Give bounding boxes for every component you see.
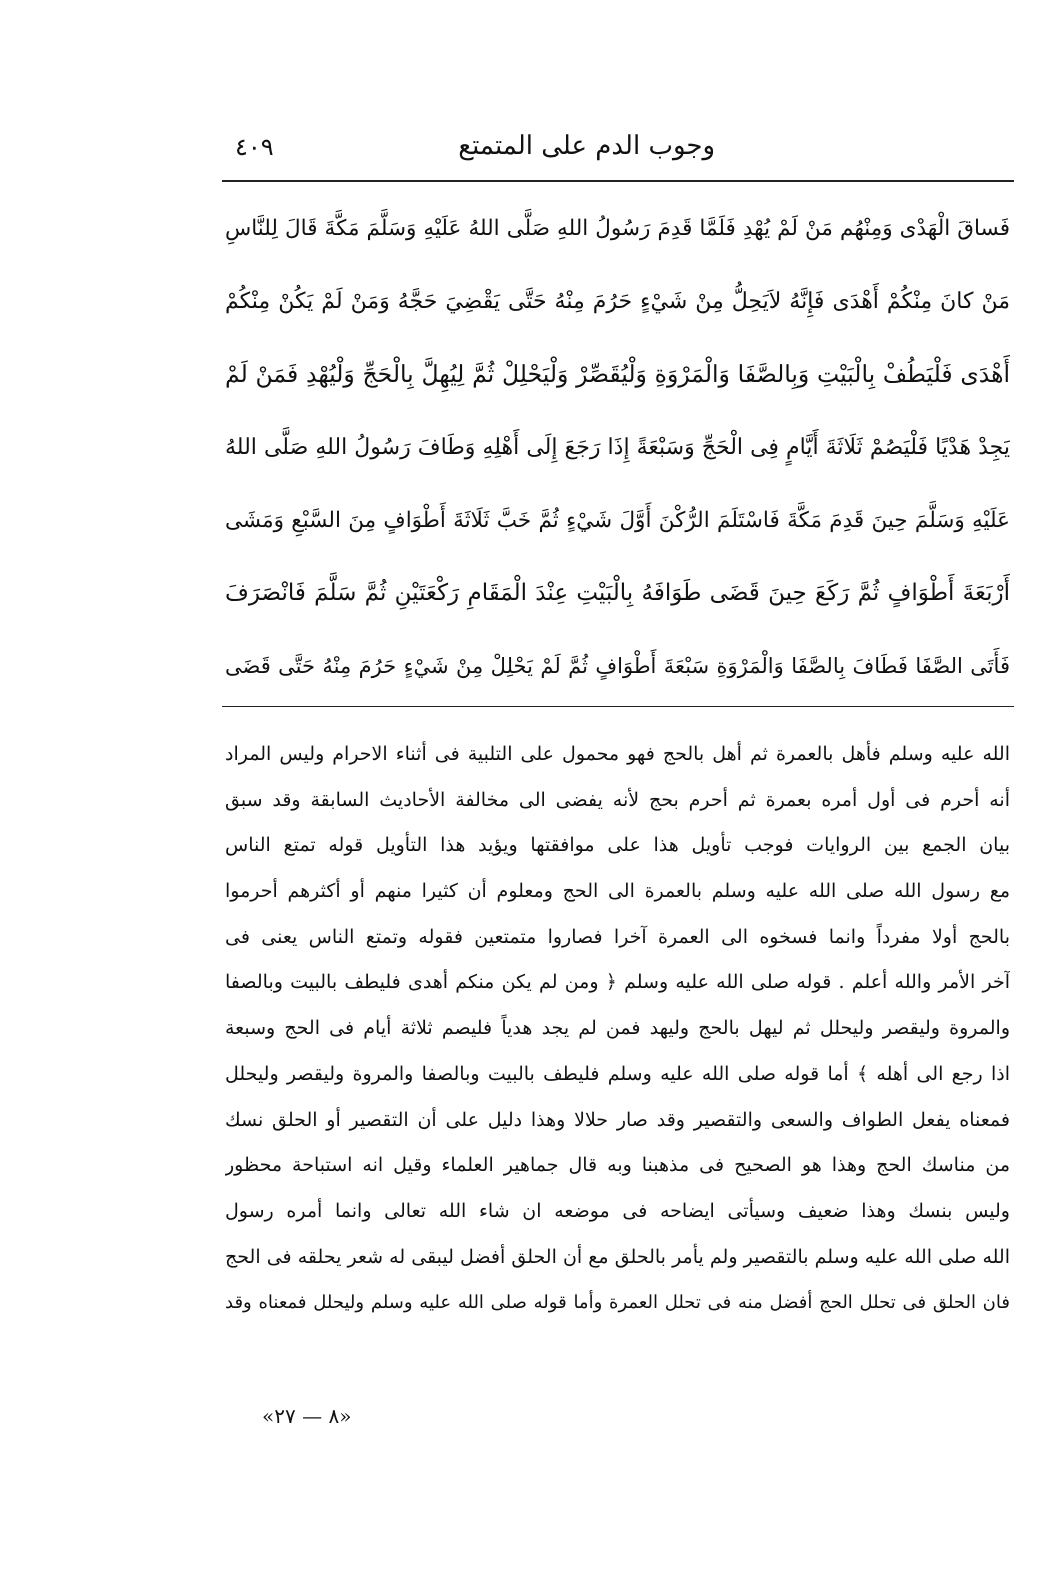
commentary-divider (222, 706, 1014, 707)
hadith-line: يَجِدْ هَدْيًا فَلْيَصُمْ ثَلَاثَةَ أَيَّامٍ فِى الْحَجِّ وَسَبْعَةً إِذَا رَجَعَ إِلَى أَهْلِهِ وَطَافَ رَسُولُ اللهِ صَلَّى اللهُ (225, 435, 1010, 460)
header-divider (222, 180, 1014, 182)
commentary-line: آخر الأمر والله أعلم . قوله صلى الله عليه وسلم ﴿ ومن لم يكن منكم أهدى فليطف بالبيت وبالصفا (225, 971, 1010, 994)
commentary-line: والمروة وليقصر وليحلل ثم ليهل بالحج وليهد فمن لم يجد هدياً فليصم ثلاثة أيام فى الحج وسبعة (225, 1017, 1010, 1040)
hadith-line: أَهْدَى فَلْيَطُفْ بِالْبَيْتِ وَبِالصَّفَا وَالْمَرْوَةِ وَلْيُقَصِّرْ وَلْيَحْلِلْ ثُمَّ لِيُهِلَّ بِالْحَجِّ وَلْيُهْدِ فَمَنْ لَمْ (225, 360, 1010, 388)
page-number: ٤٠٩ (235, 133, 274, 161)
chapter-title: وجوب الدم على المتمتع (458, 131, 715, 161)
commentary-line: فمعناه يفعل الطواف والسعى والتقصير وقد صار حلالا وهذا دليل على أن التقصير أو الحلق نسك (225, 1108, 1010, 1131)
commentary-line: مع رسول الله صلى الله عليه وسلم بالعمرة الى الحج ومعلوم أن كثيرا منهم أو أكثرهم أحرموا (225, 880, 1010, 903)
hadith-line: فَأَتَى الصَّفَا فَطَافَ بِالصَّفَا وَالْمَرْوَةِ سَبْعَةَ أَطْوَافٍ ثُمَّ لَمْ يَحْلِلْ مِنْ شَيْءٍ حَرُمَ مِنْهُ حَتَّى قَضَى (225, 654, 1010, 678)
hadith-line: أَرْبَعَةَ أَطْوَافٍ ثُمَّ رَكَعَ حِينَ قَضَى طَوَافَهُ بِالْبَيْتِ عِنْدَ الْمَقَامِ رَكْعَتَيْنِ ثُمَّ سَلَّمَ فَانْصَرَفَ (225, 580, 1010, 606)
commentary-line: اذا رجع الى أهله ﴾ أما قوله صلى الله عليه وسلم فليطف بالبيت وبالصفا والمروة وليقصر وليحلل (225, 1062, 1010, 1085)
commentary-line: بالحج أولا مفرداً وانما فسخوه الى العمرة آخرا فصاروا متمتعين فقوله وتمتع الناس يعنى فى (225, 925, 1010, 948)
commentary-line: الله صلى الله عليه وسلم بالتقصير ولم يأمر بالحلق مع أن الحلق أفضل ليبقى له شعر يحلقه فى الحج (225, 1245, 1010, 1268)
hadith-line: عَلَيْهِ وَسَلَّمَ حِينَ قَدِمَ مَكَّةَ فَاسْتَلَمَ الرُّكْنَ أَوَّلَ شَيْءٍ ثُمَّ خَبَّ ثَلَاثَةَ أَطْوَافٍ مِنَ السَّبْعِ وَمَشَى (225, 508, 1010, 533)
commentary-line: بيان الجمع بين الروايات فوجب تأويل هذا على موافقتها ويؤيد هذا التأويل قوله تمتع الناس (225, 834, 1010, 857)
hadith-line: مَنْ كانَ مِنْكُمْ أَهْدَى فَإِنَّهُ لاَيَحِلُّ مِنْ شَيْءٍ حَرُمَ مِنْهُ حَتَّى يَقْضِيَ حَجَّهُ وَمَنْ لَمْ يَكُنْ مِنْكُمْ (225, 289, 1010, 314)
commentary-line: الله عليه وسلم فأهل بالعمرة ثم أهل بالحج فهو محمول على التلبية فى أثناء الاحرام وليس المراد (225, 743, 1010, 765)
signature-mark: «٨ — ٢٧» (262, 1404, 352, 1428)
hadith-text (225, 192, 1010, 703)
commentary-text (225, 732, 1010, 1326)
hadith-line: فَساقَ الْهَدْى وَمِنْهُم مَنْ لَمْ يُهْدِ فَلَمَّا قَدِمَ رَسُولُ اللهِ صَلَّى اللهُ عَلَيْهِ وَسَلَّمَ مَكَّةَ قَالَ لِلنَّاسِ (225, 216, 1010, 241)
commentary-line: من مناسك الحج وهذا هو الصحيح فى مذهبنا وبه قال جماهير العلماء وقيل انه استباحة محظور (225, 1154, 1010, 1177)
commentary-line: أنه أحرم فى أول أمره بعمرة ثم أحرم بحج لأنه يفضى الى مخالفة الأحاديث السابقة وقد سبق (225, 788, 1010, 811)
commentary-line: وليس بنسك وهذا ضعيف وسيأتى ايضاحه فى موضعه ان شاء الله تعالى وانما أمره رسول (225, 1199, 1010, 1222)
commentary-line: فان الحلق فى تحلل الحج أفضل منه فى تحلل العمرة وأما قوله صلى الله عليه وسلم وليحلل فمعناه وقد (225, 1292, 1010, 1314)
running-header (225, 125, 1010, 177)
